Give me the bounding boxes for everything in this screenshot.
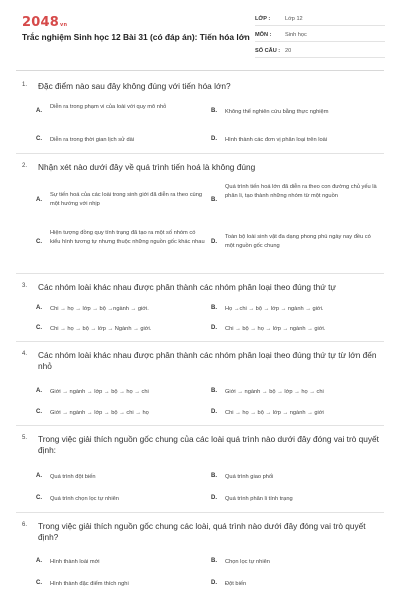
option-text: Sự tiến hoá của các loài trong sinh giới đã diễn ra theo cùng một hướng với nhịp: [50, 192, 203, 207]
option-text: Chi → họ → bộ → lớp → Ngành → giới.: [50, 326, 152, 332]
option-text: Chi → họ → bộ → lớp → ngành → giới: [225, 410, 324, 416]
option-letter: D.: [211, 325, 217, 331]
meta-row-subject: [255, 28, 385, 42]
option-text: Hình thành các đơn vị phân loại trên loài: [225, 137, 328, 143]
question-divider: [16, 273, 384, 274]
option-text: Toàn bộ loài sinh vật đa dạng phong phú ngày nay đều có một nguồn gốc chung: [225, 234, 371, 249]
option-text: Quá trình chọn lọc tự nhiên: [50, 496, 119, 502]
option-letter: C.: [36, 136, 42, 142]
option-text: Quá trình tiến hoá lớn đã diễn ra theo con đường chủ yếu là phân li, tạo thành những nhóm từ một nguồn: [225, 184, 377, 199]
question-divider: [16, 153, 384, 154]
question-text: Trong việc giải thích nguồn gốc chung các loài, quá trình nào dưới đây đóng vai trò quyết định?: [38, 521, 366, 543]
meta-key: LỚP :: [255, 16, 271, 22]
option-letter: C.: [36, 580, 42, 586]
question-6: [16, 522, 386, 597]
option-text: Quá trình đột biến: [50, 474, 96, 480]
option-text: Họ →chi → bộ → lớp → ngành → giới.: [225, 306, 324, 312]
option-letter: A.: [36, 305, 42, 311]
option-text: Hiện tượng đồng quy tính trạng đã tạo ra một số nhóm có kiểu hình tương tự nhưng thuộc những nguồn gốc khác nhau: [50, 230, 205, 245]
question-text: Đặc điểm nào sau đây không đúng với tiến hóa lớn?: [38, 81, 231, 91]
question-2: [16, 163, 386, 273]
question-text: Các nhóm loài khác nhau được phân thành các nhóm phân loại theo đúng thứ tự: [38, 282, 336, 292]
option-letter: A.: [36, 108, 42, 114]
option-text: Đột biến: [225, 581, 247, 587]
question-divider: [16, 425, 384, 426]
option-text: Giới → ngành → bộ → lớp → họ → chi: [225, 389, 324, 395]
option-letter: D.: [211, 239, 217, 245]
option-text: Quá trình phân li tính trạng: [225, 496, 293, 502]
option-text: Diễn ra trong phạm vi của loài với quy mô nhỏ: [50, 104, 167, 110]
option-letter: B.: [211, 388, 217, 394]
page-header: [0, 0, 400, 64]
option-letter: C.: [36, 409, 42, 415]
option-letter: B.: [211, 305, 217, 311]
option-letter: B.: [211, 197, 217, 203]
meta-key: MÔN :: [255, 32, 272, 38]
site-logo[interactable]: [22, 15, 67, 30]
question-number: 1.: [22, 82, 28, 88]
logo-text: 2048: [22, 15, 59, 30]
option-letter: C.: [36, 239, 42, 245]
option-letter: D.: [211, 495, 217, 501]
option-text: Hình thành đặc điểm thích nghi: [50, 581, 129, 587]
question-1: [16, 82, 386, 152]
option-text: Diễn ra trong thời gian lịch sử dài: [50, 137, 135, 143]
question-number: 6.: [22, 522, 28, 528]
question-number: 2.: [22, 163, 28, 169]
option-text: Chọn lọc tự nhiên: [225, 559, 270, 565]
option-letter: D.: [211, 580, 217, 586]
option-text: Hình thành loài mới: [50, 559, 100, 565]
question-text: Nhận xét nào dưới đây về quá trình tiến hoá là không đúng: [38, 162, 256, 172]
question-number: 3.: [22, 283, 28, 289]
meta-value: Sinh học: [285, 32, 307, 38]
question-5: [16, 435, 386, 510]
option-text: Giới → ngành → lớp → bộ → họ → chi: [50, 389, 149, 395]
question-divider: [16, 341, 384, 342]
option-letter: A.: [36, 473, 42, 479]
option-letter: B.: [211, 473, 217, 479]
option-letter: B.: [211, 558, 217, 564]
page-title: Trắc nghiệm Sinh học 12 Bài 31 (có đáp án): Tiến hóa lớn: [22, 32, 250, 42]
option-letter: A.: [36, 388, 42, 394]
option-text: Giới → ngành → lớp → bộ → chi → họ: [50, 410, 149, 416]
option-text: Quá trình giao phối: [225, 474, 274, 480]
meta-key: SỐ CÂU :: [255, 48, 281, 54]
option-letter: C.: [36, 325, 42, 331]
meta-table: [255, 12, 385, 60]
option-letter: D.: [211, 409, 217, 415]
question-3: [16, 283, 386, 337]
question-text: Trong việc giải thích nguồn gốc chung của các loài quá trình nào dưới đây đóng vai trò quyết định:: [38, 434, 379, 456]
question-number: 4.: [22, 351, 28, 357]
option-letter: B.: [211, 108, 217, 114]
question-divider: [16, 512, 384, 513]
meta-value: 20: [285, 48, 292, 54]
option-text: Không thể nghiên cứu bằng thực nghiệm: [225, 109, 329, 115]
option-letter: A.: [36, 558, 42, 564]
option-text: Chi → họ → lớp → bộ →ngành → giới.: [50, 306, 149, 312]
question-number: 5.: [22, 435, 28, 441]
option-letter: D.: [211, 136, 217, 142]
meta-row-class: [255, 12, 385, 26]
logo-suffix: vn: [59, 22, 68, 28]
option-letter: A.: [36, 197, 42, 203]
option-text: Chi → bộ → họ → lớp → ngành → giới.: [225, 326, 326, 332]
option-letter: C.: [36, 495, 42, 501]
question-4: [16, 351, 386, 421]
meta-row-count: [255, 44, 385, 58]
meta-value: Lớp 12: [285, 16, 303, 22]
header-divider: [16, 70, 384, 71]
question-text: Các nhóm loài khác nhau được phân thành các nhóm phân loại theo đúng thứ tự từ lớn đến nhỏ: [38, 350, 377, 372]
